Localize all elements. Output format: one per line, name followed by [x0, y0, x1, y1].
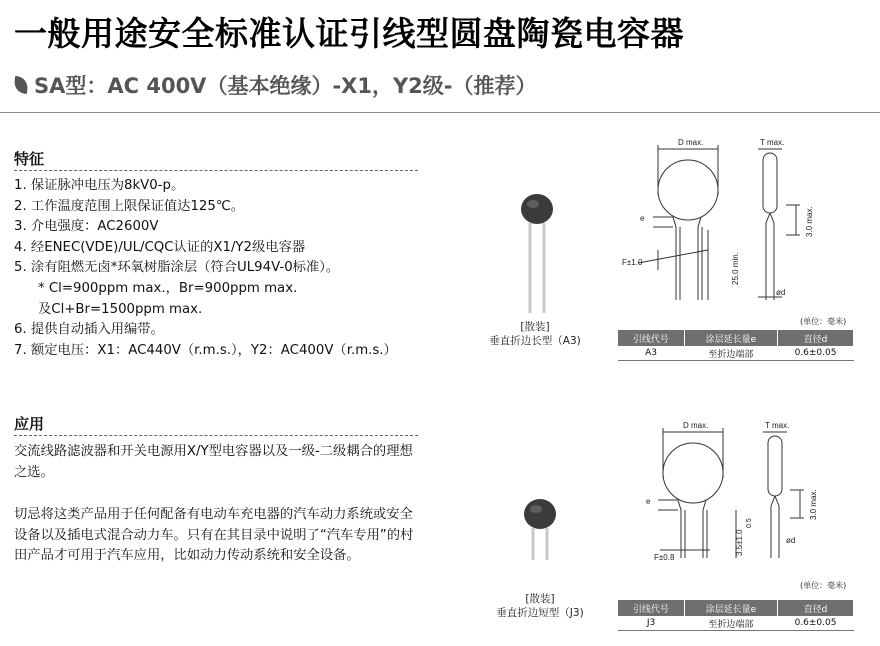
cell-diameter: 0.6±0.05 — [778, 346, 854, 361]
col-diameter: 直径d — [778, 330, 854, 346]
j3-spec-table — [618, 600, 854, 631]
col-coating-ext: 涂层延长量e — [684, 330, 777, 346]
features-divider — [14, 170, 418, 171]
header-divider — [0, 112, 880, 113]
feature-item: 5. 涂有阻燃无卤*环氧树脂涂层（符合UL94V-0标准）。 — [14, 260, 340, 276]
a3-dim-e: e — [640, 214, 645, 223]
table-header-row — [618, 330, 854, 346]
col-coating-ext: 涂层延长量e — [684, 600, 777, 616]
capacitor-photo-a3 — [500, 185, 580, 315]
feature-item: 2. 工作温度范围上限保证值达125℃。 — [14, 198, 245, 214]
a3-dim-lead: 25.0 min. — [731, 252, 740, 285]
caption-a3-line2: 垂直折边长型（A3) — [489, 335, 581, 347]
feature-note: * Cl=900ppm max.，Br=900ppm max. — [38, 280, 298, 296]
dimension-drawing-a3 — [618, 135, 868, 320]
cell-coating-ext: 至折边端部 — [684, 616, 777, 631]
features-heading: 特征 — [14, 150, 45, 168]
caption-j3-line2: 垂直折边短型（J3) — [496, 607, 584, 619]
cell-coating-ext: 至折边端部 — [684, 346, 777, 361]
features-list — [14, 176, 397, 361]
j3-unit-note: (单位：毫米) — [800, 581, 847, 590]
page-title: 一般用途安全标准认证引线型圆盘陶瓷电容器 — [14, 14, 684, 53]
application-text — [14, 442, 424, 483]
table-row — [618, 616, 854, 631]
feature-item: 7. 额定电压：X1：AC440V（r.m.s.），Y2：AC400V（r.m.s.） — [14, 342, 397, 358]
a3-spec-table — [618, 330, 854, 361]
j3-dim-lead-sub: 0.5 — [746, 518, 753, 528]
a3-dim-od: ød — [776, 288, 786, 297]
feature-note: 及Cl+Br=1500ppm max. — [38, 301, 203, 317]
application-divider — [14, 435, 418, 436]
feature-item: 6. 提供自动插入用编带。 — [14, 322, 164, 338]
feature-item: 4. 经ENEC(VDE)/UL/CQC认证的X1/Y2级电容器 — [14, 239, 306, 255]
j3-dim-tside: 3.0 max. — [809, 489, 818, 520]
caption-j3-line1: [散装] — [525, 593, 555, 605]
application-para-1: 交流线路滤波器和开关电源用X/Y型电容器以及一级-二级耦合的理想之选。 — [14, 444, 413, 480]
cell-lead-code: A3 — [618, 346, 684, 361]
a3-dim-t: T max. — [760, 138, 785, 147]
j3-dim-f: F±0.8 — [654, 553, 675, 562]
col-lead-code: 引线代号 — [618, 600, 684, 616]
col-lead-code: 引线代号 — [618, 330, 684, 346]
a3-dim-tside: 3.0 max. — [805, 206, 814, 237]
application-para-2: 切忌将这类产品用于任何配备有电动车充电器的汽车动力系统或安全设备以及插电式混合动力车。只有在其目录中说明了“汽车专用”的村田产品才可用于汽车应用，比如动力传动系统和安全设备。 — [14, 507, 414, 563]
leaf-bullet-icon — [13, 76, 30, 94]
a3-dim-f: F±1.0 — [622, 258, 643, 267]
capacitor-photo-j3 — [505, 490, 575, 570]
subtitle-text: SA型：AC 400V（基本绝缘）-X1，Y2级-（推荐） — [34, 74, 537, 98]
feature-item: 1. 保证脉冲电压为8kV0-p。 — [14, 178, 185, 193]
cell-diameter: 0.6±0.05 — [778, 616, 854, 631]
col-diameter: 直径d — [778, 600, 854, 616]
caption-j3 — [470, 592, 610, 620]
j3-dim-d: D max. — [683, 421, 709, 430]
j3-dim-lead: 3.5±1.0 — [735, 529, 744, 556]
application-warning — [14, 505, 424, 567]
a3-dim-d: D max. — [678, 138, 704, 147]
table-header-row — [618, 600, 854, 616]
table-row — [618, 346, 854, 361]
caption-a3 — [470, 320, 600, 348]
a3-unit-note: (单位：毫米) — [800, 317, 847, 326]
cell-lead-code: J3 — [618, 616, 684, 631]
application-heading: 应用 — [14, 415, 45, 433]
caption-a3-line1: [散装] — [520, 321, 550, 333]
j3-dim-t: T max. — [765, 421, 790, 430]
page-subtitle — [14, 70, 537, 100]
j3-dim-od: ød — [786, 536, 796, 545]
dimension-drawing-j3 — [618, 418, 868, 568]
feature-item: 3. 介电强度：AC2600V — [14, 219, 159, 235]
j3-dim-e: e — [646, 497, 651, 506]
